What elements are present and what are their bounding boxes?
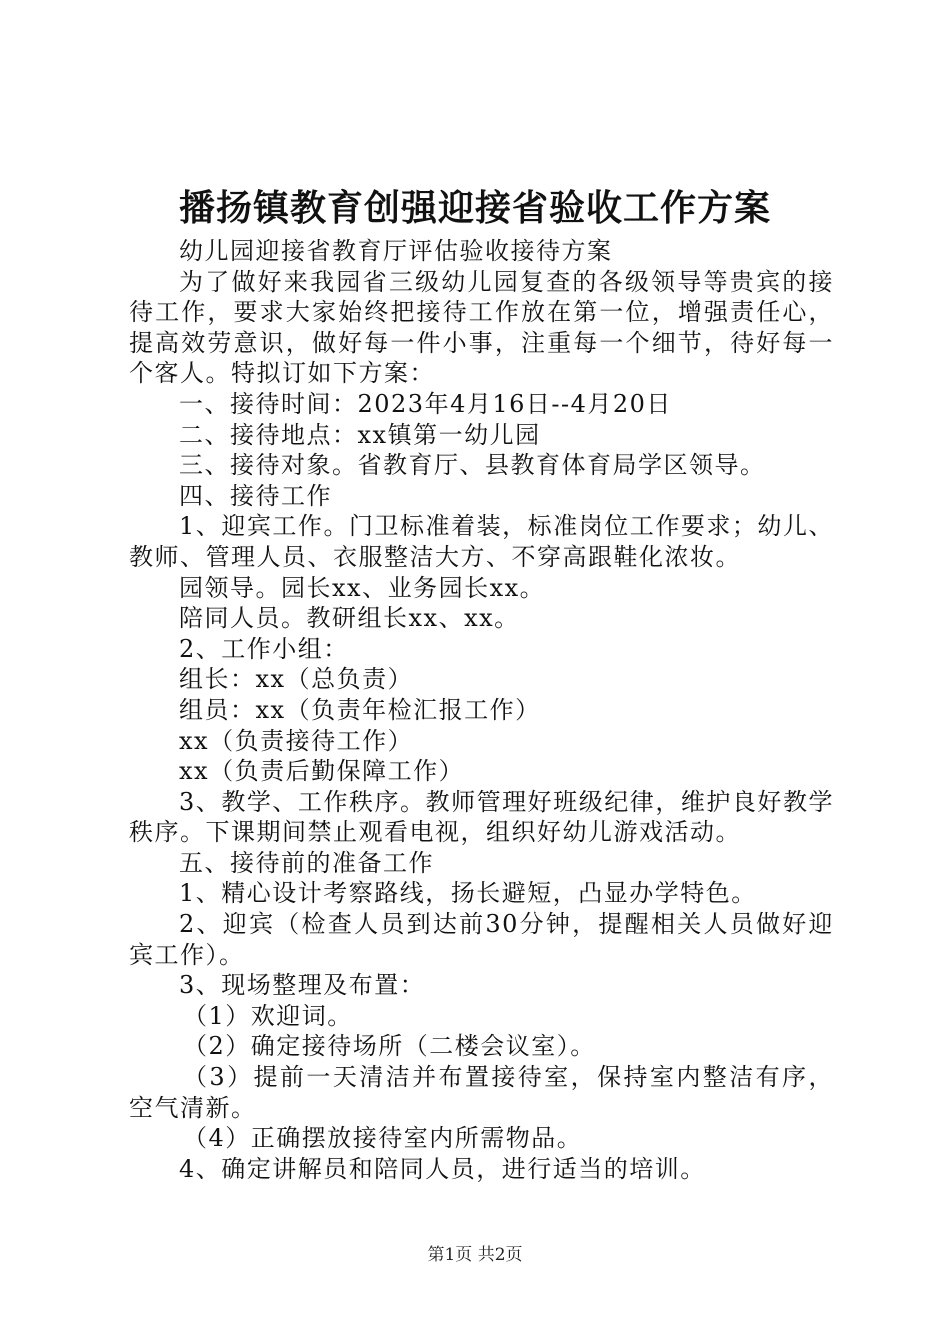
paragraph-reception-location: 二、接待地点：xx镇第一幼儿园 <box>179 420 541 449</box>
paragraph-work-group: 2、工作小组： <box>179 634 349 663</box>
paragraph-item-1: （1）欢迎词。 <box>183 1001 353 1030</box>
paragraph-guide-training: 4、确定讲解员和陪同人员，进行适当的培训。 <box>179 1154 706 1183</box>
paragraph-item-2: （2）确定接待场所（二楼会议室）。 <box>183 1032 596 1061</box>
paragraph-item-4: （4）正确摆放接待室内所需物品。 <box>183 1124 583 1153</box>
paragraph-item-3: （3）提前一天清洁并布置接待室，保持室内整洁有序，空气清新。 <box>129 1063 834 1122</box>
document-title: 播扬镇教育创强迎接省验收工作方案 <box>178 187 771 229</box>
page-footer: 第1页 共2页 <box>427 1245 523 1265</box>
paragraph-section-four: 四、接待工作 <box>179 481 332 510</box>
paragraph-site-arrangement: 3、现场整理及布置： <box>179 971 426 1000</box>
paragraph-member-logistics: xx（负责后勤保障工作） <box>179 757 465 786</box>
paragraph-group-member: 组员：xx（负责年检汇报工作） <box>179 695 541 724</box>
paragraph-member-reception: xx（负责接待工作） <box>179 726 414 755</box>
paragraph-reception-time: 一、接待时间：2023年4月16日--4月20日 <box>179 389 672 418</box>
paragraph-intro: 为了做好来我园省三级幼儿园复查的各级领导等贵宾的接待工作，要求大家始终把接待工作放在第一位，增强责任心，提高效劳意识，做好每一件小事，注重每一个细节，待好每一个客人。特拟订如下方案： <box>129 267 834 388</box>
paragraph-leaders: 园领导。园长xx、业务园长xx。 <box>179 573 546 602</box>
paragraph-welcome-check: 2、迎宾（检查人员到达前30分钟，提醒相关人员做好迎宾工作）。 <box>129 910 834 969</box>
paragraph-reception-target: 三、接待对象。省教育厅、县教育体育局学区领导。 <box>179 451 766 480</box>
paragraph-accompany: 陪同人员。教研组长xx、xx。 <box>179 604 520 633</box>
paragraph-teaching-order: 3、教学、工作秩序。教师管理好班级纪律，维护良好教学秩序。下课期间禁止观看电视，组织好幼儿游戏活动。 <box>129 787 834 847</box>
paragraph-section-five: 五、接待前的准备工作 <box>179 848 434 877</box>
paragraph-route-design: 1、精心设计考察路线，扬长避短，凸显办学特色。 <box>179 879 757 908</box>
document-body <box>129 236 834 1184</box>
paragraph-welcome-work: 1、迎宾工作。门卫标准着装，标准岗位工作要求；幼儿、教师、管理人员、衣服整洁大方、不穿高跟鞋化浓妆。 <box>129 512 834 571</box>
paragraph-subtitle: 幼儿园迎接省教育厅评估验收接待方案 <box>179 237 613 265</box>
paragraph-group-leader: 组长：xx（总负责） <box>179 665 414 694</box>
